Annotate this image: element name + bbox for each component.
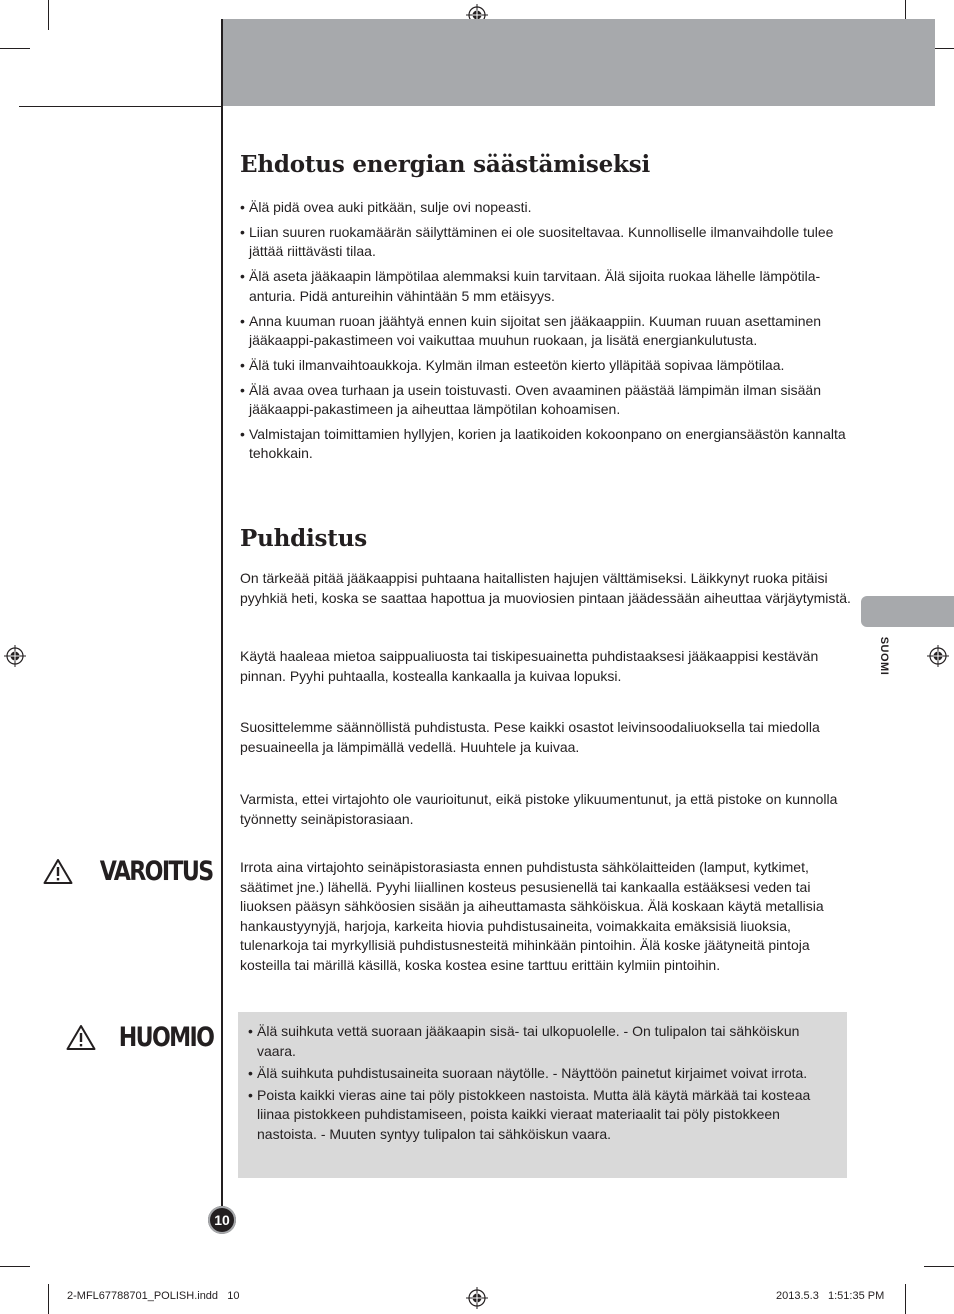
warning-triangle-icon [43, 858, 73, 885]
list-item: • Älä avaa ovea turhaan ja usein toistuvasti. Oven avaaminen päästää lämpimän ilman sisään jääkaappi-pakastimeen ja aiheuttaa lämpötilan kohoamisen. [240, 381, 852, 420]
list-item: • Anna kuuman ruoan jäähtyä ennen kuin sijoitat sen jääkaappiin. Kuuman ruuan asettaminen jääkaappi-pakastimeen voi vaikuttaa muuhun ruokaan, ja lisätä energiankulutusta. [240, 312, 852, 351]
warning-text: Irrota aina virtajohto seinäpistorasiasta ennen puhdistusta sähkölaitteiden (lamput, kytkimet, säätimet jne.) lähellä. Pyyhi liiallinen kosteus pesusienellä tai kankaalla estääksesi veden tai liuoksen pääsyn sähköosien sisään ja aiheuttamasta sähköiskua. Älä koskaan käytä metallisia hankaustyynyjä, harjoja, karkeita hiovia puhdistusaineita, voimakkaita emäksisiä liuoksia, tulenarkoja tai myrkyllisiä puhdistusnesteitä mihinkään pintoihin. Älä koske jäätyneitä pintoja kosteilla tai märillä käsillä, koska kostea esine tarttuu erittäin kylmiin pintoihin. [240, 859, 824, 973]
cleaning-paragraph: Käytä haaleaa mietoa saippualiuosta tai tiskipesuainetta puhdistaaksesi jääkaappisi kestävän pinnan. Pyyhi puhtaalla, kostealla kankaalla ja kuivaa lopuksi. [240, 648, 819, 684]
crop-mark [48, 0, 49, 30]
left-rule [221, 19, 223, 1234]
list-item: • Älä tuki ilmanvaihtoaukkoja. Kylmän ilman esteetön kierto ylläpitää sopivaa lämpötilaa. [240, 356, 852, 375]
page-number: 10 [208, 1206, 236, 1234]
top-rule [19, 106, 222, 107]
language-tab-label: SUOMI [878, 636, 890, 676]
list-item: • Valmistajan toimittamien hyllyjen, korien ja laatikoiden kokoonpano on energiansäästön kannalta tehokkain. [240, 425, 852, 464]
list-item: • Älä aseta jääkaapin lämpötilaa alemmaksi kuin tarvitaan. Älä sijoita ruokaa lähelle lämpötila-anturia. Pidä antureihin vähintään 5 mm etäisyys. [240, 267, 852, 306]
cleaning-paragraph: Suosittelemme säännöllistä puhdistusta. Pese kaikki osastot leivinsoodaliuoksella tai miedolla pesuaineella ja lämpimällä vedellä. Huuhtele ja kuivaa. [240, 719, 820, 755]
cleaning-paragraph: Varmista, ettei virtajohto ole vaurioitunut, eikä pistoke ylikuumentunut, ja että pistoke on kunnolla työnnetty seinäpistorasiaan. [240, 791, 838, 827]
registration-mark-icon [466, 1287, 488, 1309]
warning-label-text: VAROITUS [100, 856, 213, 887]
cleaning-paragraph: On tärkeää pitää jääkaappisi puhtaana haitallisten hajujen välttämiseksi. Läikkynyt ruoka pitäisi pyyhkiä heti, koska se saattaa hapottua ja muoviosien pintaan jäädessään aiheuttaa värjäytymistä. [240, 570, 851, 606]
list-item: • Älä pidä ovea auki pitkään, sulje ovi nopeasti. [240, 198, 852, 217]
warning-label [43, 858, 213, 885]
energy-section-title: Ehdotus energian säästämiseksi [240, 151, 651, 178]
warning-triangle-icon [66, 1024, 96, 1051]
cleaning-section-title: Puhdistus [240, 525, 368, 552]
slug-timestamp: 2013.5.3 1:51:35 PM [776, 1290, 885, 1302]
crop-mark [48, 1284, 49, 1314]
caution-list [238, 1012, 847, 1145]
crop-mark [905, 1284, 906, 1314]
caution-label-text: HUOMIO [118, 1022, 213, 1053]
list-item: • Älä suihkuta vettä suoraan jääkaapin sisä- tai ulkopuolelle. - On tulipalon tai sähköiskun vaara. [248, 1022, 835, 1061]
slug-filename: 2-MFL67788701_POLISH.indd 10 [67, 1290, 240, 1302]
crop-mark [0, 1266, 30, 1267]
crop-mark [0, 48, 30, 49]
list-item: • Älä suihkuta puhdistusaineita suoraan näytölle. - Näyttöön painetut kirjaimet voivat irrota. [248, 1064, 835, 1084]
crop-mark [924, 1266, 954, 1267]
energy-tips-list [240, 198, 852, 469]
registration-mark-icon [927, 645, 949, 667]
header-band [222, 19, 935, 106]
caution-label [66, 1024, 213, 1051]
registration-mark-icon [4, 645, 26, 667]
caution-box [238, 1012, 847, 1178]
list-item: • Poista kaikki vieras aine tai pöly pistokkeen nastoista. Mutta älä käytä märkää tai kosteaa liinaa pistokkeen puhdistamiseen, poista kaikki vieraat materiaalit tai pöly pistokkeen nastoista. - Muuten syntyy tulipalon tai sähköiskun vaara. [248, 1086, 835, 1145]
language-tab [861, 596, 954, 627]
list-item: • Liian suuren ruokamäärän säilyttäminen ei ole suositeltavaa. Kunnolliselle ilmanvaihdolle tulee jättää riittävästi tilaa. [240, 223, 852, 262]
